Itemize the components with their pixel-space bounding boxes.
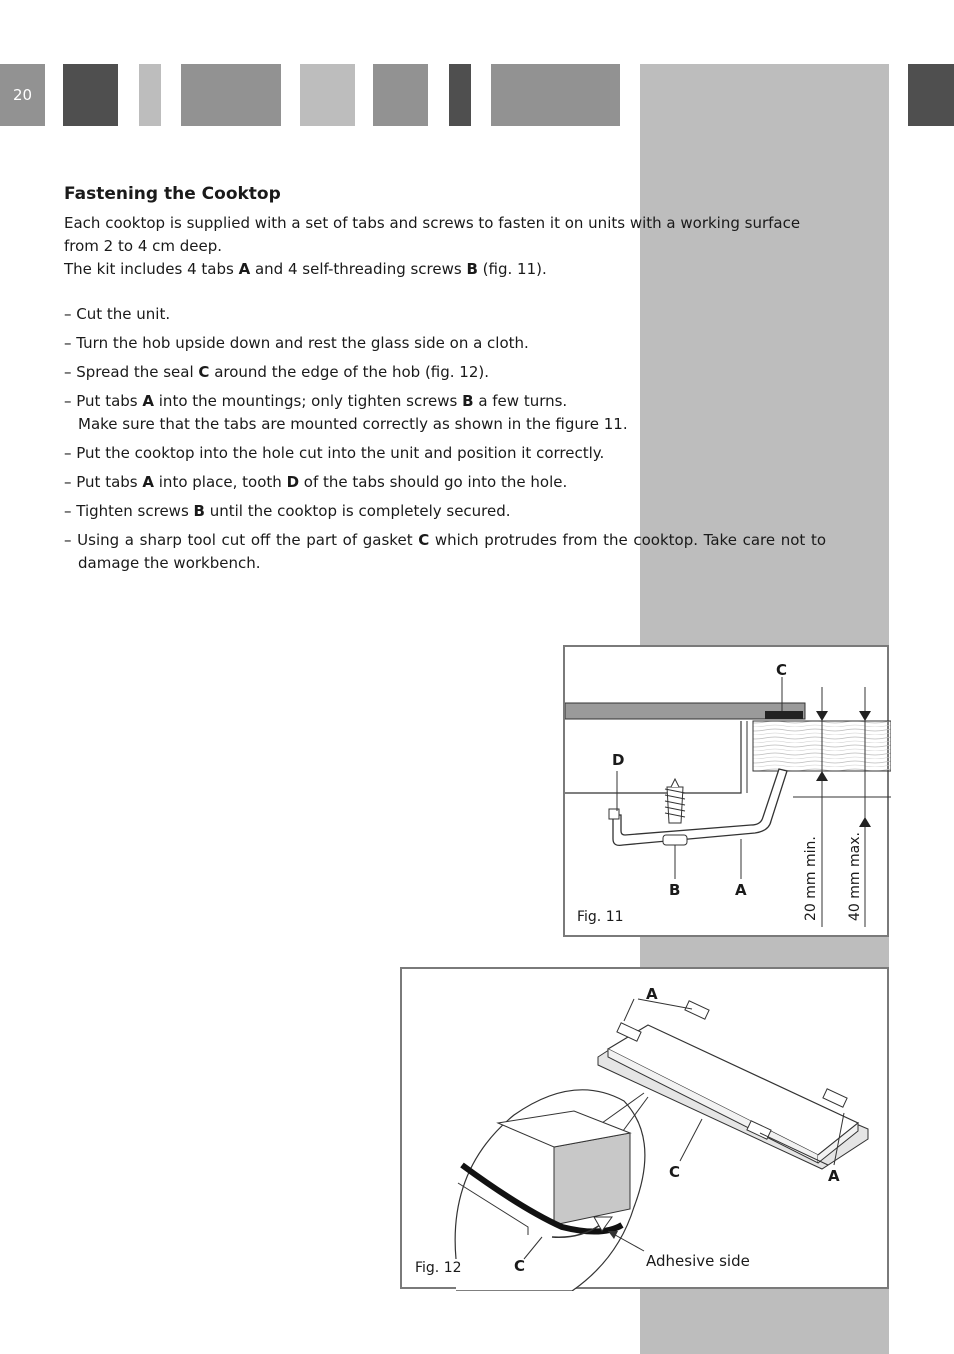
cooktop-body	[565, 721, 741, 793]
header-block	[373, 64, 428, 126]
list-item: – Spread the seal C around the edge of the hob (fig. 12).	[64, 363, 490, 381]
fig12-label-c-mid: C	[669, 1163, 681, 1181]
list-item: – Using a sharp tool cut off the part of gasket C which protrudes from the cooktop. Take care not to damage the workbench.	[64, 531, 827, 572]
header-block	[908, 64, 954, 126]
page-number: 20	[0, 64, 45, 126]
list-item: – Put the cooktop into the hole cut into the unit and position it correctly.	[64, 444, 605, 462]
seal-c	[765, 711, 803, 719]
screw-b	[663, 779, 687, 845]
section-title: Fastening the Cooktop	[64, 184, 281, 204]
fig11-dim-min: 20 mm min.	[803, 836, 819, 921]
fig11-label-b: B	[669, 881, 681, 899]
fig12-drawing	[402, 969, 891, 1291]
fig11-label-a: A	[735, 881, 747, 899]
header-block	[139, 64, 161, 126]
header-block	[181, 64, 281, 126]
fig12-label-a-top: A	[646, 985, 658, 1003]
list-item: – Tighten screws B until the cooktop is completely secured.	[64, 502, 511, 520]
list-item: – Turn the hob upside down and rest the glass side on a cloth.	[64, 334, 529, 352]
kit-paragraph: The kit includes 4 tabs A and 4 self-threading screws B (fig. 11).	[64, 260, 547, 278]
header-block	[449, 64, 471, 126]
tab-a	[613, 769, 787, 845]
fig11-label-d: D	[612, 751, 625, 769]
steps-list	[64, 303, 826, 575]
fig11-dim-max: 40 mm max.	[847, 832, 863, 921]
fig12-adhesive-label: Adhesive side	[646, 1252, 750, 1270]
list-item: – Cut the unit.	[64, 305, 171, 323]
fig11-label-c: C	[776, 661, 788, 679]
figure-11	[563, 645, 889, 937]
fig11-caption: Fig. 11	[577, 909, 624, 925]
fig12-label-a-right: A	[828, 1167, 840, 1185]
intro-paragraph: Each cooktop is supplied with a set of tabs and screws to fasten it on units with a working surface from 2 to 4 cm deep.	[64, 214, 801, 255]
header-block	[300, 64, 355, 126]
section-content	[64, 184, 826, 581]
list-item: – Put tabs A into the mountings; only tighten screws B a few turns. Make sure that the tabs are mounted correctly as shown in the figure 11.	[64, 392, 628, 433]
figure-12	[400, 967, 889, 1289]
hob-panel	[608, 1025, 858, 1155]
header-block	[63, 64, 118, 126]
list-item: – Put tabs A into place, tooth D of the tabs should go into the hole.	[64, 473, 568, 491]
fig12-caption: Fig. 12	[415, 1260, 462, 1276]
fig12-label-c-bottom: C	[514, 1257, 526, 1275]
header-block	[491, 64, 620, 126]
fig11-drawing	[565, 647, 891, 939]
